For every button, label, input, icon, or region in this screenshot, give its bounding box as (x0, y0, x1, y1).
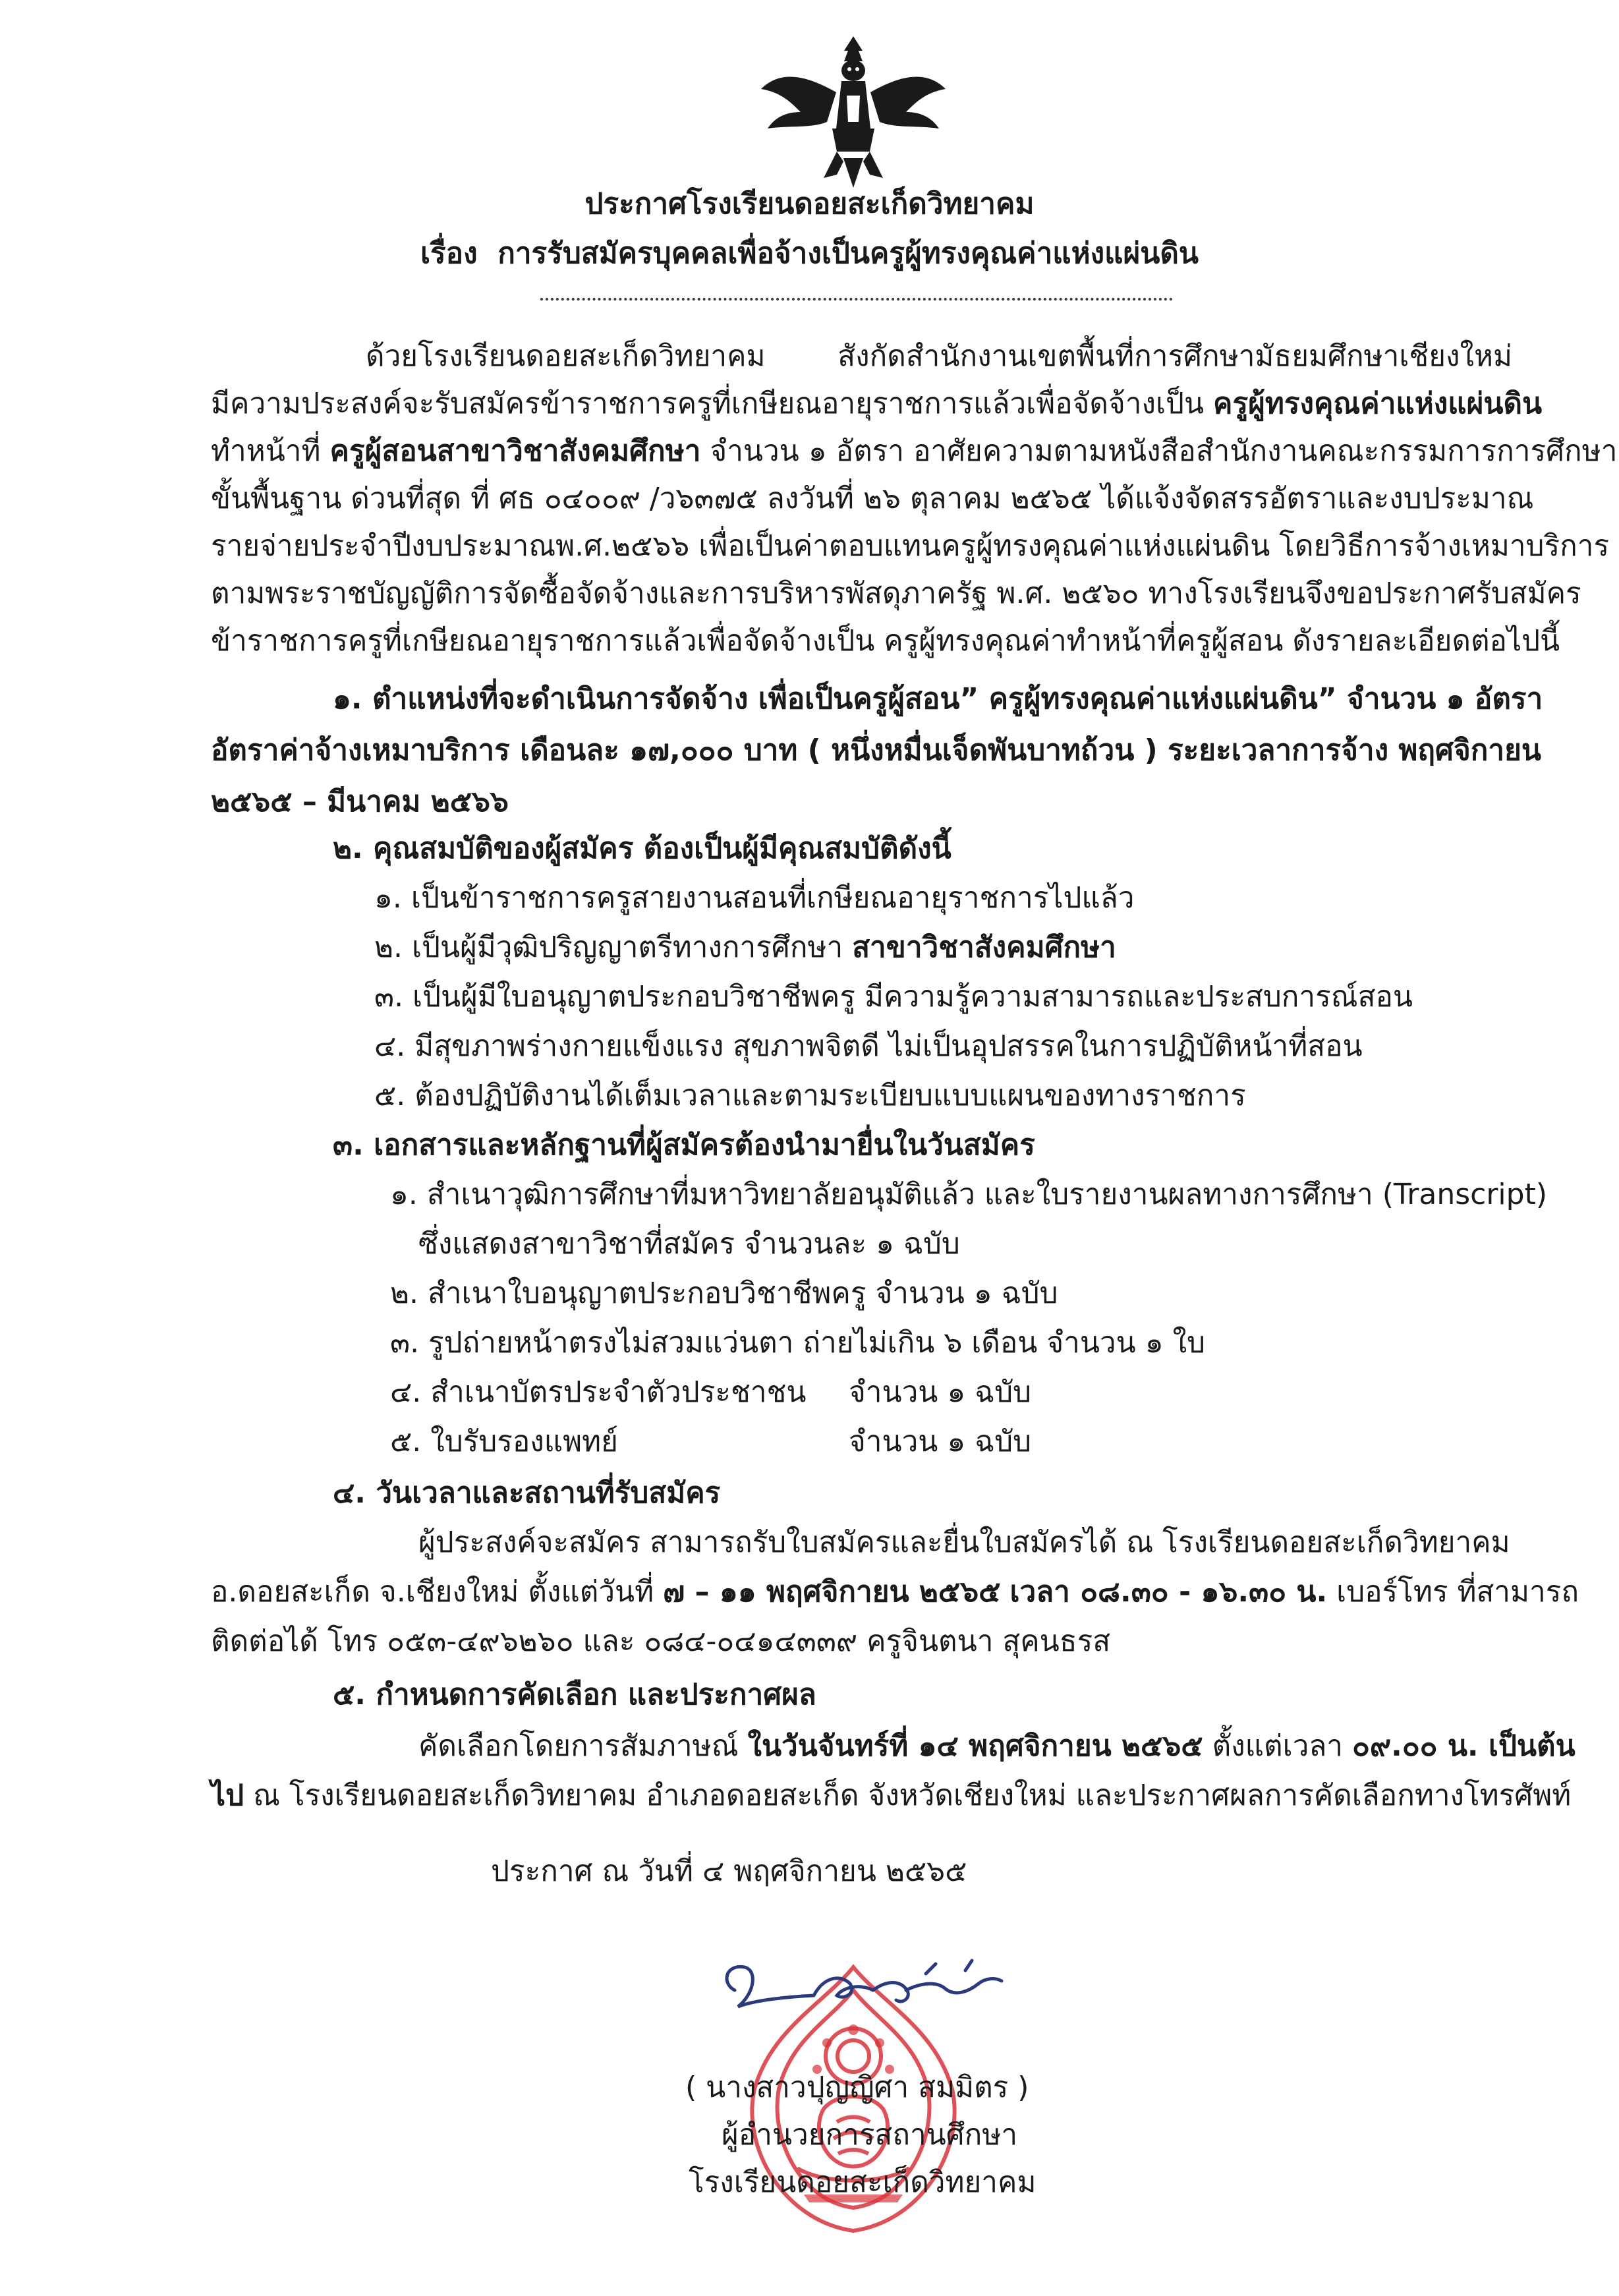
section3-item-4-qty: จำนวน ๑ ฉบับ (849, 1375, 1032, 1409)
section5-heading: ๕. กำหนดการคัดเลือก และประกาศผล (333, 1678, 816, 1711)
section4-line-3: ติดต่อได้ โทร ๐๕๓-๔๙๖๒๖๐ และ ๐๘๔-๐๔๑๔๓๓๙ ครูจินตนา สุคนธรส (211, 1624, 1111, 1658)
section2-item-2: ๒. เป็นผู้มีวุฒิปริญญาตรีทางการศึกษา สาขาวิชาสังคมศึกษา (374, 931, 1116, 964)
garuda-emblem-icon (754, 30, 952, 191)
section3-item-5-qty: จำนวน ๑ ฉบับ (849, 1425, 1032, 1458)
intro-line-7: ข้าราชการครูที่เกษียณอายุราชการแล้วเพื่อจัดจ้างเป็น ครูผู้ทรงคุณค่าทำหน้าที่ครูผู้สอน ดังรายละเอียดต่อไปนี้ (211, 624, 1560, 658)
section2-item-3: ๓. เป็นผู้มีใบอนุญาตประกอบวิชาชีพครู มีความรู้ความสามารถและประสบการณ์สอน (374, 980, 1413, 1014)
section1-line-1: ๑. ตำแหน่งที่จะดำเนินการจัดจ้าง เพื่อเป็นครูผู้สอน” ครูผู้ทรงคุณค่าแห่งแผ่นดิน” จำนวน ๑ อัตรา (333, 682, 1543, 716)
section3-heading: ๓. เอกสารและหลักฐานที่ผู้สมัครต้องนำมายื่นในวันสมัคร (333, 1128, 1035, 1162)
section1-line-3: ๒๕๖๕ – มีนาคม ๒๕๖๖ (211, 785, 509, 818)
section3-item-5-label: ๕. ใบรับรองแพทย์ (390, 1425, 618, 1458)
title-divider (540, 298, 1173, 301)
section4-line-1: ผู้ประสงค์จะสมัคร สามารถรับใบสมัครและยื่นใบสมัครได้ ณ โรงเรียนดอยสะเก็ดวิทยาคม (418, 1526, 1510, 1559)
section4-heading: ๔. วันเวลาและสถานที่รับสมัคร (333, 1476, 721, 1510)
intro-line-1: ด้วยโรงเรียนดอยสะเก็ดวิทยาคม สังกัดสำนักงานเขตพื้นที่การศึกษามัธยมศึกษาเชียงใหม่ (366, 339, 1512, 373)
section2-item-1: ๑. เป็นข้าราชการครูสายงานสอนที่เกษียณอายุราชการไปแล้ว (374, 881, 1135, 915)
intro-line-6: ตามพระราชบัญญัติการจัดซื้อจัดจ้างและการบริหารพัสดุภาครัฐ พ.ศ. ๒๕๖๐ ทางโรงเรียนจึงขอประกาศรับสมัคร (211, 577, 1581, 610)
signer-position: ผู้อำนวยการสถานศึกษา (722, 2118, 1018, 2152)
announcement-title: ประกาศโรงเรียนดอยสะเก็ดวิทยาคม (584, 187, 1035, 221)
section2-item-5: ๕. ต้องปฏิบัติงานได้เต็มเวลาและตามระเบียบแบบแผนของทางราชการ (374, 1079, 1246, 1112)
section3-item-2: ๒. สำเนาใบอนุญาตประกอบวิชาชีพครู จำนวน ๑ ฉบับ (390, 1277, 1058, 1310)
section1-line-2: อัตราค่าจ้างเหมาบริการ เดือนละ ๑๗,๐๐๐ บาท ( หนึ่งหมื่นเจ็ดพันบาทถ้วน ) ระยะเวลาการจ้าง พฤศจิกายน (211, 733, 1541, 767)
section3-item-1b: ซึ่งแสดงสาขาวิชาที่สมัคร จำนวนละ ๑ ฉบับ (418, 1227, 960, 1261)
announce-date: ประกาศ ณ วันที่ ๔ พฤศจิกายน ๒๕๖๕ (491, 1854, 967, 1888)
section5-line-1: คัดเลือกโดยการสัมภาษณ์ ในวันจันทร์ที่ ๑๔ พฤศจิกายน ๒๕๖๕ ตั้งแต่เวลา ๐๙.๐๐ น. เป็นต้น (418, 1729, 1576, 1763)
section3-item-1a: ๑. สำเนาวุฒิการศึกษาที่มหาวิทยาลัยอนุมัติแล้ว และใบรายงานผลทางการศึกษา (Transcript) (390, 1178, 1548, 1211)
intro-line-3: ทำหน้าที่ ครูผู้สอนสาขาวิชาสังคมศึกษา จำนวน ๑ อัตรา อาศัยความตามหนังสือสำนักงานคณะกรรมการการศึกษา (211, 434, 1618, 468)
highlight-position: ครูผู้ทรงคุณค่าแห่งแผ่นดิน (1213, 387, 1543, 420)
section3-item-3: ๓. รูปถ่ายหน้าตรงไม่สวมแว่นตา ถ่ายไม่เกิน ๖ เดือน จำนวน ๑ ใบ (390, 1326, 1206, 1360)
section5-line-2: ไป ณ โรงเรียนดอยสะเก็ดวิทยาคม อำเภอดอยสะเก็ด จังหวัดเชียงใหม่ และประกาศผลการคัดเลือกทางโทรศัพท์ (211, 1779, 1572, 1812)
subject-label: เรื่อง (420, 237, 478, 270)
signer-name: ( นางสาวปุญญิศา สมมิตร ) (685, 2071, 1029, 2104)
handwritten-signature-icon (708, 1944, 1018, 2030)
intro-line-2: มีความประสงค์จะรับสมัครข้าราชการครูที่เกษียณอายุราชการแล้วเพื่อจัดจ้างเป็น ครูผู้ทรงคุณค่าแห่งแผ่นดิน (211, 387, 1543, 420)
signer-organization: โรงเรียนดอยสะเก็ดวิทยาคม (689, 2166, 1037, 2199)
highlight-subject: ครูผู้สอนสาขาวิชาสังคมศึกษา (329, 434, 701, 468)
section2-heading: ๒. คุณสมบัติของผู้สมัคร ต้องเป็นผู้มีคุณสมบัติดังนี้ (333, 832, 952, 865)
section4-line-2: อ.ดอยสะเก็ด จ.เชียงใหม่ ตั้งแต่วันที่ ๗ – ๑๑ พฤศจิกายน ๒๕๖๕ เวลา ๐๘.๓๐ - ๑๖.๓๐ น. เบอร์โทร ที่สามารถ (211, 1575, 1579, 1609)
section3-item-4-label: ๔. สำเนาบัตรประจำตัวประชาชน (390, 1375, 807, 1409)
subject-text: การรับสมัครบุคคลเพื่อจ้างเป็นครูผู้ทรงคุณค่าแห่งแผ่นดิน (497, 237, 1199, 270)
section2-item-4: ๔. มีสุขภาพร่างกายแข็งแรง สุขภาพจิตดี ไม่เป็นอุปสรรคในการปฏิบัติหน้าที่สอน (374, 1029, 1363, 1063)
announcement-subject (0, 235, 1619, 272)
intro-line-5: รายจ่ายประจำปีงบประมาณพ.ศ.๒๕๖๖ เพื่อเป็นค่าตอบแทนครูผู้ทรงคุณค่าแห่งแผ่นดิน โดยวิธีการจ้างเหมาบริการ (211, 529, 1610, 563)
intro-line-4: ขั้นพื้นฐาน ด่วนที่สุด ที่ ศธ ๐๔๐๐๙ /ว๖๓๗๕ ลงวันที่ ๒๖ ตุลาคม ๒๕๖๕ ได้แจ้งจัดสรรอัตราและงบประมาณ (211, 482, 1534, 515)
